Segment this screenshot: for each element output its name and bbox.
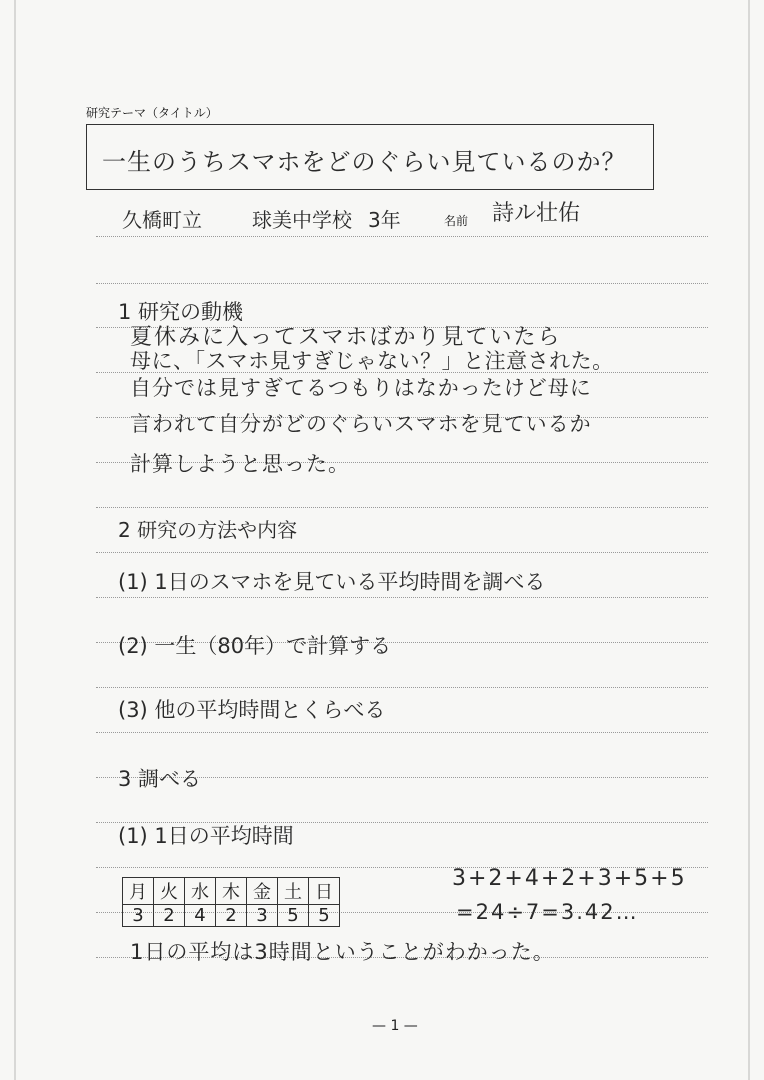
name-label: 名前 (444, 214, 469, 228)
hours-cell: 5 (309, 905, 340, 927)
motive-line: 計算しようと思った。 (130, 452, 350, 476)
grade: 3年 (368, 208, 401, 232)
ruled-line (96, 283, 708, 284)
day-cell: 水 (185, 878, 216, 905)
school-name: 球美中学校 (252, 208, 352, 232)
table-row (123, 878, 340, 905)
page-edge-right (748, 0, 750, 1080)
investigate-heading: 3 調べる (118, 767, 202, 791)
day-cell: 木 (216, 878, 247, 905)
ruled-line (96, 732, 708, 733)
method-item: (2) 一生（80年）で計算する (118, 634, 392, 658)
motive-line: 言われて自分がどのぐらいスマホを見ているか (130, 412, 592, 436)
ruled-line (96, 597, 708, 598)
research-title: 一生のうちスマホをどのぐらい見ているのか？ (102, 148, 627, 176)
method-item: (3) 他の平均時間とくらべる (118, 698, 386, 722)
day-cell: 土 (278, 878, 309, 905)
table-row (123, 905, 340, 927)
student-name: 詩ル壮佑 (492, 201, 581, 226)
day-cell: 月 (123, 878, 154, 905)
hours-cell: 5 (278, 905, 309, 927)
ruled-line (96, 552, 708, 553)
motive-line: 夏休みに入ってスマホばかり見ていたら (130, 325, 562, 350)
ruled-line (96, 507, 708, 508)
calc-sum: 3+2+4+2+3+5+5 (452, 866, 687, 891)
motive-line: 母に、「スマホ見すぎじゃない？」と注意された。 (130, 349, 614, 373)
ruled-line (96, 687, 708, 688)
hours-cell: 3 (123, 905, 154, 927)
town-name: 久橋町立 (122, 208, 202, 232)
hours-cell: 4 (185, 905, 216, 927)
method-heading: 2 研究の方法や内容 (118, 518, 298, 542)
hours-cell: 2 (216, 905, 247, 927)
method-item: (1) 1日のスマホを見ている平均時間を調べる (118, 570, 546, 594)
day-cell: 火 (154, 878, 185, 905)
page-edge-left (14, 0, 16, 1080)
hours-cell: 3 (247, 905, 278, 927)
motive-line: 自分では見すぎてるつもりはなかったけど母に (130, 376, 592, 400)
calc-average: =24÷7=3.42… (456, 900, 639, 924)
theme-label: 研究テーマ（タイトル） (86, 106, 218, 120)
daily-average-heading: (1) 1日の平均時間 (118, 824, 294, 848)
weekly-hours-table (122, 877, 340, 927)
conclusion: 1日の平均は3時間ということがわかった。 (130, 940, 555, 964)
page-number: — 1 — (372, 1018, 418, 1034)
motive-heading: 1 研究の動機 (118, 300, 244, 324)
hours-cell: 2 (154, 905, 185, 927)
day-cell: 金 (247, 878, 278, 905)
ruled-line (96, 236, 708, 237)
day-cell: 日 (309, 878, 340, 905)
